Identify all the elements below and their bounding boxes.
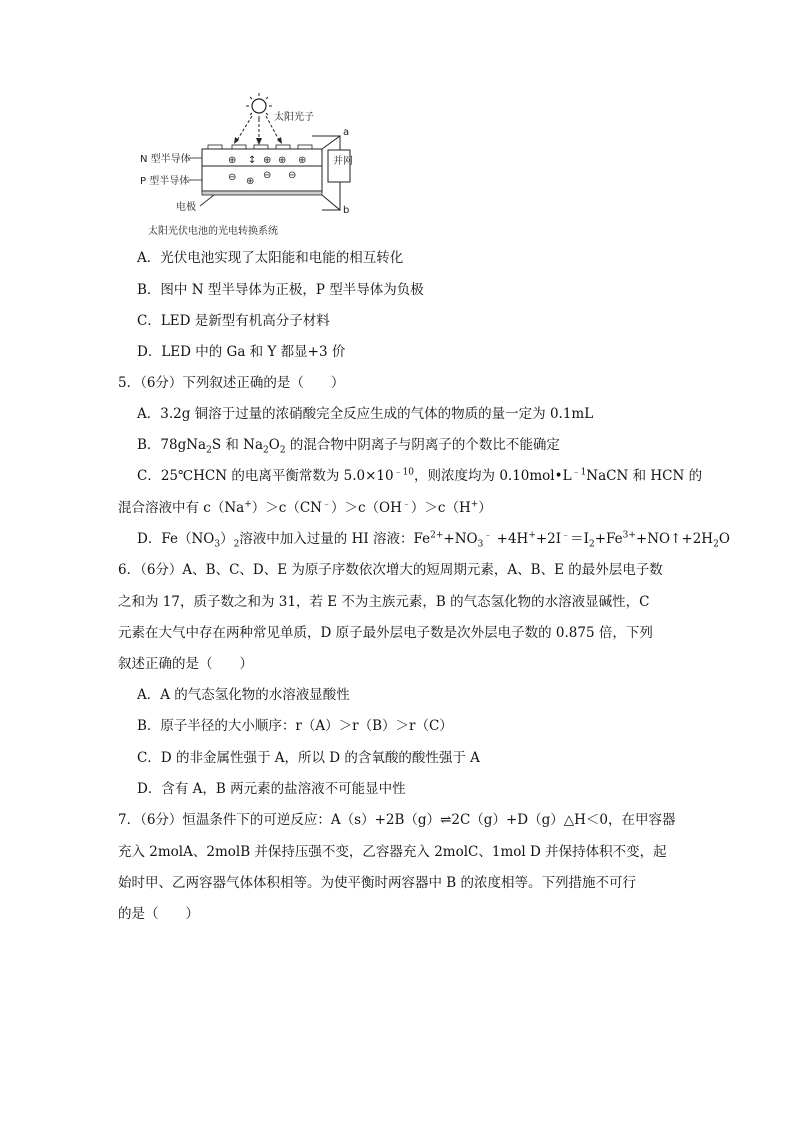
q4-option-d: D．LED 中的 Ga 和 Y 都显+3 价: [137, 344, 346, 360]
q5-option-c-cont: 混合溶液中有 c（Na+）＞c（CN﹣）＞c（OH﹣）＞c（H+）: [118, 499, 492, 516]
q6-stem-line-1: 6．（6分）A、B、C、D、E 为原子序数依次增大的短周期元素，A、B、E 的最外层电子数: [118, 562, 663, 578]
q6-option-a: A．A 的气态氢化物的水溶液显酸性: [137, 687, 350, 703]
svg-text:⊕: ⊕: [278, 155, 287, 166]
svg-text:⊕: ⊕: [246, 176, 255, 187]
q6-option-b: B．原子半径的大小顺序：r（A）＞r（B）＞r（C）: [137, 718, 453, 734]
q7-stem-line-3: 始时甲、乙两容器气体体积相等。为使平衡时两容器中 B 的浓度相等。下列措施不可行: [118, 875, 637, 891]
svg-text:⊕: ⊕: [298, 155, 307, 166]
svg-text:⊖: ⊖: [263, 170, 272, 181]
q5-option-a: A．3.2g 铜溶于过量的浓硝酸完全反应生成的气体的物质的量一定为 0.1mL: [137, 406, 594, 422]
svg-text:⊖: ⊖: [288, 170, 297, 181]
q6-stem-line-3: 元素在大气中存在两种常见单质，D 原子最外层电子数是次外层电子数的 0.875 倍，下列: [118, 625, 653, 641]
q5-option-d: D．$Fe(NO_3)_2$溶液中加入过量的 HI 溶液：$Fe^{2+}+NO_3^﹣$ $+4H^++2I^﹣=I_2+Fe^{3+}+NO↑+2H_2O$: [137, 530, 730, 550]
electrode-label: 电极: [176, 202, 196, 213]
grid-label: 并网: [333, 156, 353, 167]
q7-stem-line-4: 的是（ ）: [118, 906, 199, 922]
photon-label: 太阳光子: [274, 112, 314, 123]
terminal-b: b: [343, 205, 350, 216]
q6-stem-line-2: 之和为 17，质子数之和为 31，若 E 不为主族元素，B 的气态氢化物的水溶液显碱性，C: [118, 594, 650, 610]
svg-text:↕: ↕: [248, 155, 257, 166]
q6-option-d: D．含有 A，B 两元素的盐溶液不可能显中性: [137, 781, 406, 797]
figure-caption: 太阳光伏电池的光电转换系统: [148, 226, 278, 237]
q5-stem: 5．（6分）下列叙述正确的是（ ）: [118, 375, 345, 391]
q5-option-c: C．25℃HCN 的电离平衡常数为 $5.0\times 10^{﹣10}$，则浓度均为 $0.10mol•L^{﹣1}NaCN$ 和 HCN 的: [137, 467, 703, 484]
n-type-label: N 型半导体: [140, 154, 191, 165]
photovoltaic-diagram: [128, 92, 378, 240]
q4-option-a: A．光伏电池实现了太阳能和电能的相互转化: [137, 250, 404, 266]
p-type-label: P 型半导体: [140, 176, 190, 187]
q6-stem-line-4: 叙述正确的是（ ）: [118, 656, 253, 672]
q5-option-b: B．78gNa$_2$S 和 $Na_2O_2$ 的混合物中阴离子与阴离子的个数比不能确定: [137, 437, 560, 456]
sun-icon: [246, 93, 272, 119]
q7-stem-line-2: 充入 2molA、2molB 并保持压强不变，乙容器充入 2molC、1mol D 并保持体积不变，起: [118, 844, 667, 860]
q4-option-b: B．图中 N 型半导体为正极，P 型半导体为负极: [137, 282, 424, 298]
q7-stem-line-1: 7．（6分）恒温条件下的可逆反应：A（s）+2B（g）⇌2C（g）+D（g）△H＜0，在甲容器: [118, 812, 676, 828]
q6-option-c: C．D 的非金属性强于 A，所以 D 的含氧酸的酸性强于 A: [137, 750, 480, 766]
svg-text:⊕: ⊕: [263, 155, 272, 166]
q4-option-c: C．LED 是新型有机高分子材料: [137, 313, 330, 329]
terminal-a: a: [343, 127, 350, 138]
svg-text:⊕: ⊕: [228, 155, 237, 166]
svg-text:⊖: ⊖: [228, 172, 237, 183]
